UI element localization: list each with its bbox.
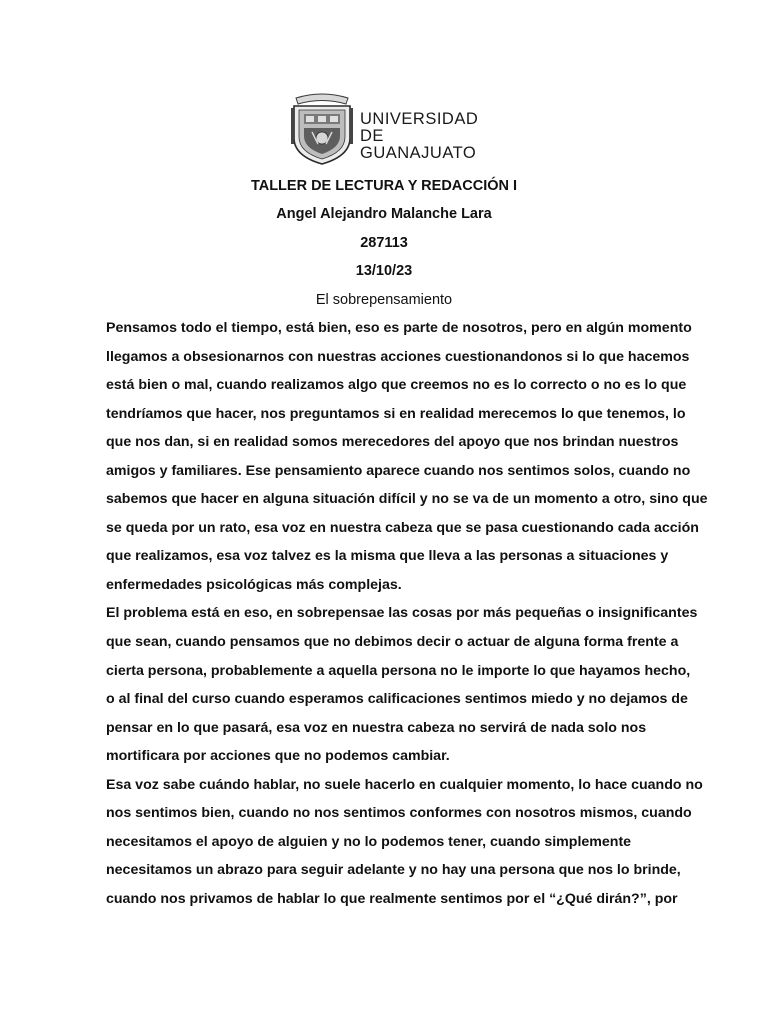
body-line: que realizamos, esa voz talvez es la misma que lleva a las personas a situaciones y xyxy=(106,548,669,565)
body-line: tendríamos que hacer, nos preguntamos si en realidad merecemos lo que tenemos, lo xyxy=(106,405,686,422)
body-line: que sean, cuando pensamos que no debimos decir o actuar de alguna forma frente a xyxy=(106,634,679,651)
student-id: 287113 xyxy=(360,235,408,251)
university-name-line-1: UNIVERSIDAD DE xyxy=(360,110,479,145)
university-name-line-2: GUANAJUATO xyxy=(360,144,477,162)
body-line: se queda por un rato, esa voz en nuestra cabeza que se pasa cuestionando cada acción xyxy=(106,519,699,536)
author-name: Angel Alejandro Malanche Lara xyxy=(276,206,492,222)
body-line: El problema está en eso, en sobrepensae las cosas por más pequeñas o insignificantes xyxy=(106,605,698,622)
body-line: necesitamos un abrazo para seguir adelante y no hay una persona que nos lo brinde, xyxy=(106,862,681,879)
body-line: mortificara por acciones que no podemos cambiar. xyxy=(106,748,450,765)
body-line: nos sentimos bien, cuando no nos sentimos conformes con nosotros mismos, cuando xyxy=(106,805,692,822)
essay-title: El sobrepensamiento xyxy=(315,292,453,308)
body-line: que nos dan, si en realidad somos merecedores del apoyo que nos brindan nuestros xyxy=(106,434,679,451)
document-date: 13/10/23 xyxy=(355,263,413,279)
university-name xyxy=(360,111,482,162)
body-line: necesitamos el apoyo de alguien y no lo podemos tener, cuando simplemente xyxy=(106,833,632,850)
body-line: Esa voz sabe cuándo hablar, no suele hacerlo en cualquier momento, lo hace cuando no xyxy=(106,776,703,793)
university-logo xyxy=(290,92,482,166)
body-line: está bien o mal, cuando realizamos algo que creemos no es lo correcto o no es lo que xyxy=(106,377,687,394)
body-line: cierta persona, probablemente a aquella persona no le importe lo que hayamos hecho, xyxy=(106,662,691,679)
university-seal-icon xyxy=(290,92,354,166)
body-line: cuando nos privamos de hablar lo que realmente sentimos por el “¿Qué dirán?”, por xyxy=(106,890,678,907)
body-line: Pensamos todo el tiempo, está bien, eso es parte de nosotros, pero en algún momento xyxy=(106,320,692,336)
body-line: pensar en lo que pasará, esa voz en nuestra cabeza no servirá de nada solo nos xyxy=(106,719,647,736)
body-line: amigos y familiares. Ese pensamiento aparece cuando nos sentimos solos, cuando no xyxy=(106,462,691,479)
body-line: o al final del curso cuando esperamos calificaciones sentimos miedo y no dejamos de xyxy=(106,691,688,708)
body-line: llegamos a obsesionarnos con nuestras acciones cuestionandonos si lo que hacemos xyxy=(106,348,690,365)
course-title: TALLER DE LECTURA Y REDACCIÓN I xyxy=(250,178,518,194)
essay-body xyxy=(106,314,708,913)
body-line: enfermedades psicológicas más complejas. xyxy=(106,576,402,593)
body-line: sabemos que hacer en alguna situación difícil y no se va de un momento a otro, sino que xyxy=(106,491,708,508)
